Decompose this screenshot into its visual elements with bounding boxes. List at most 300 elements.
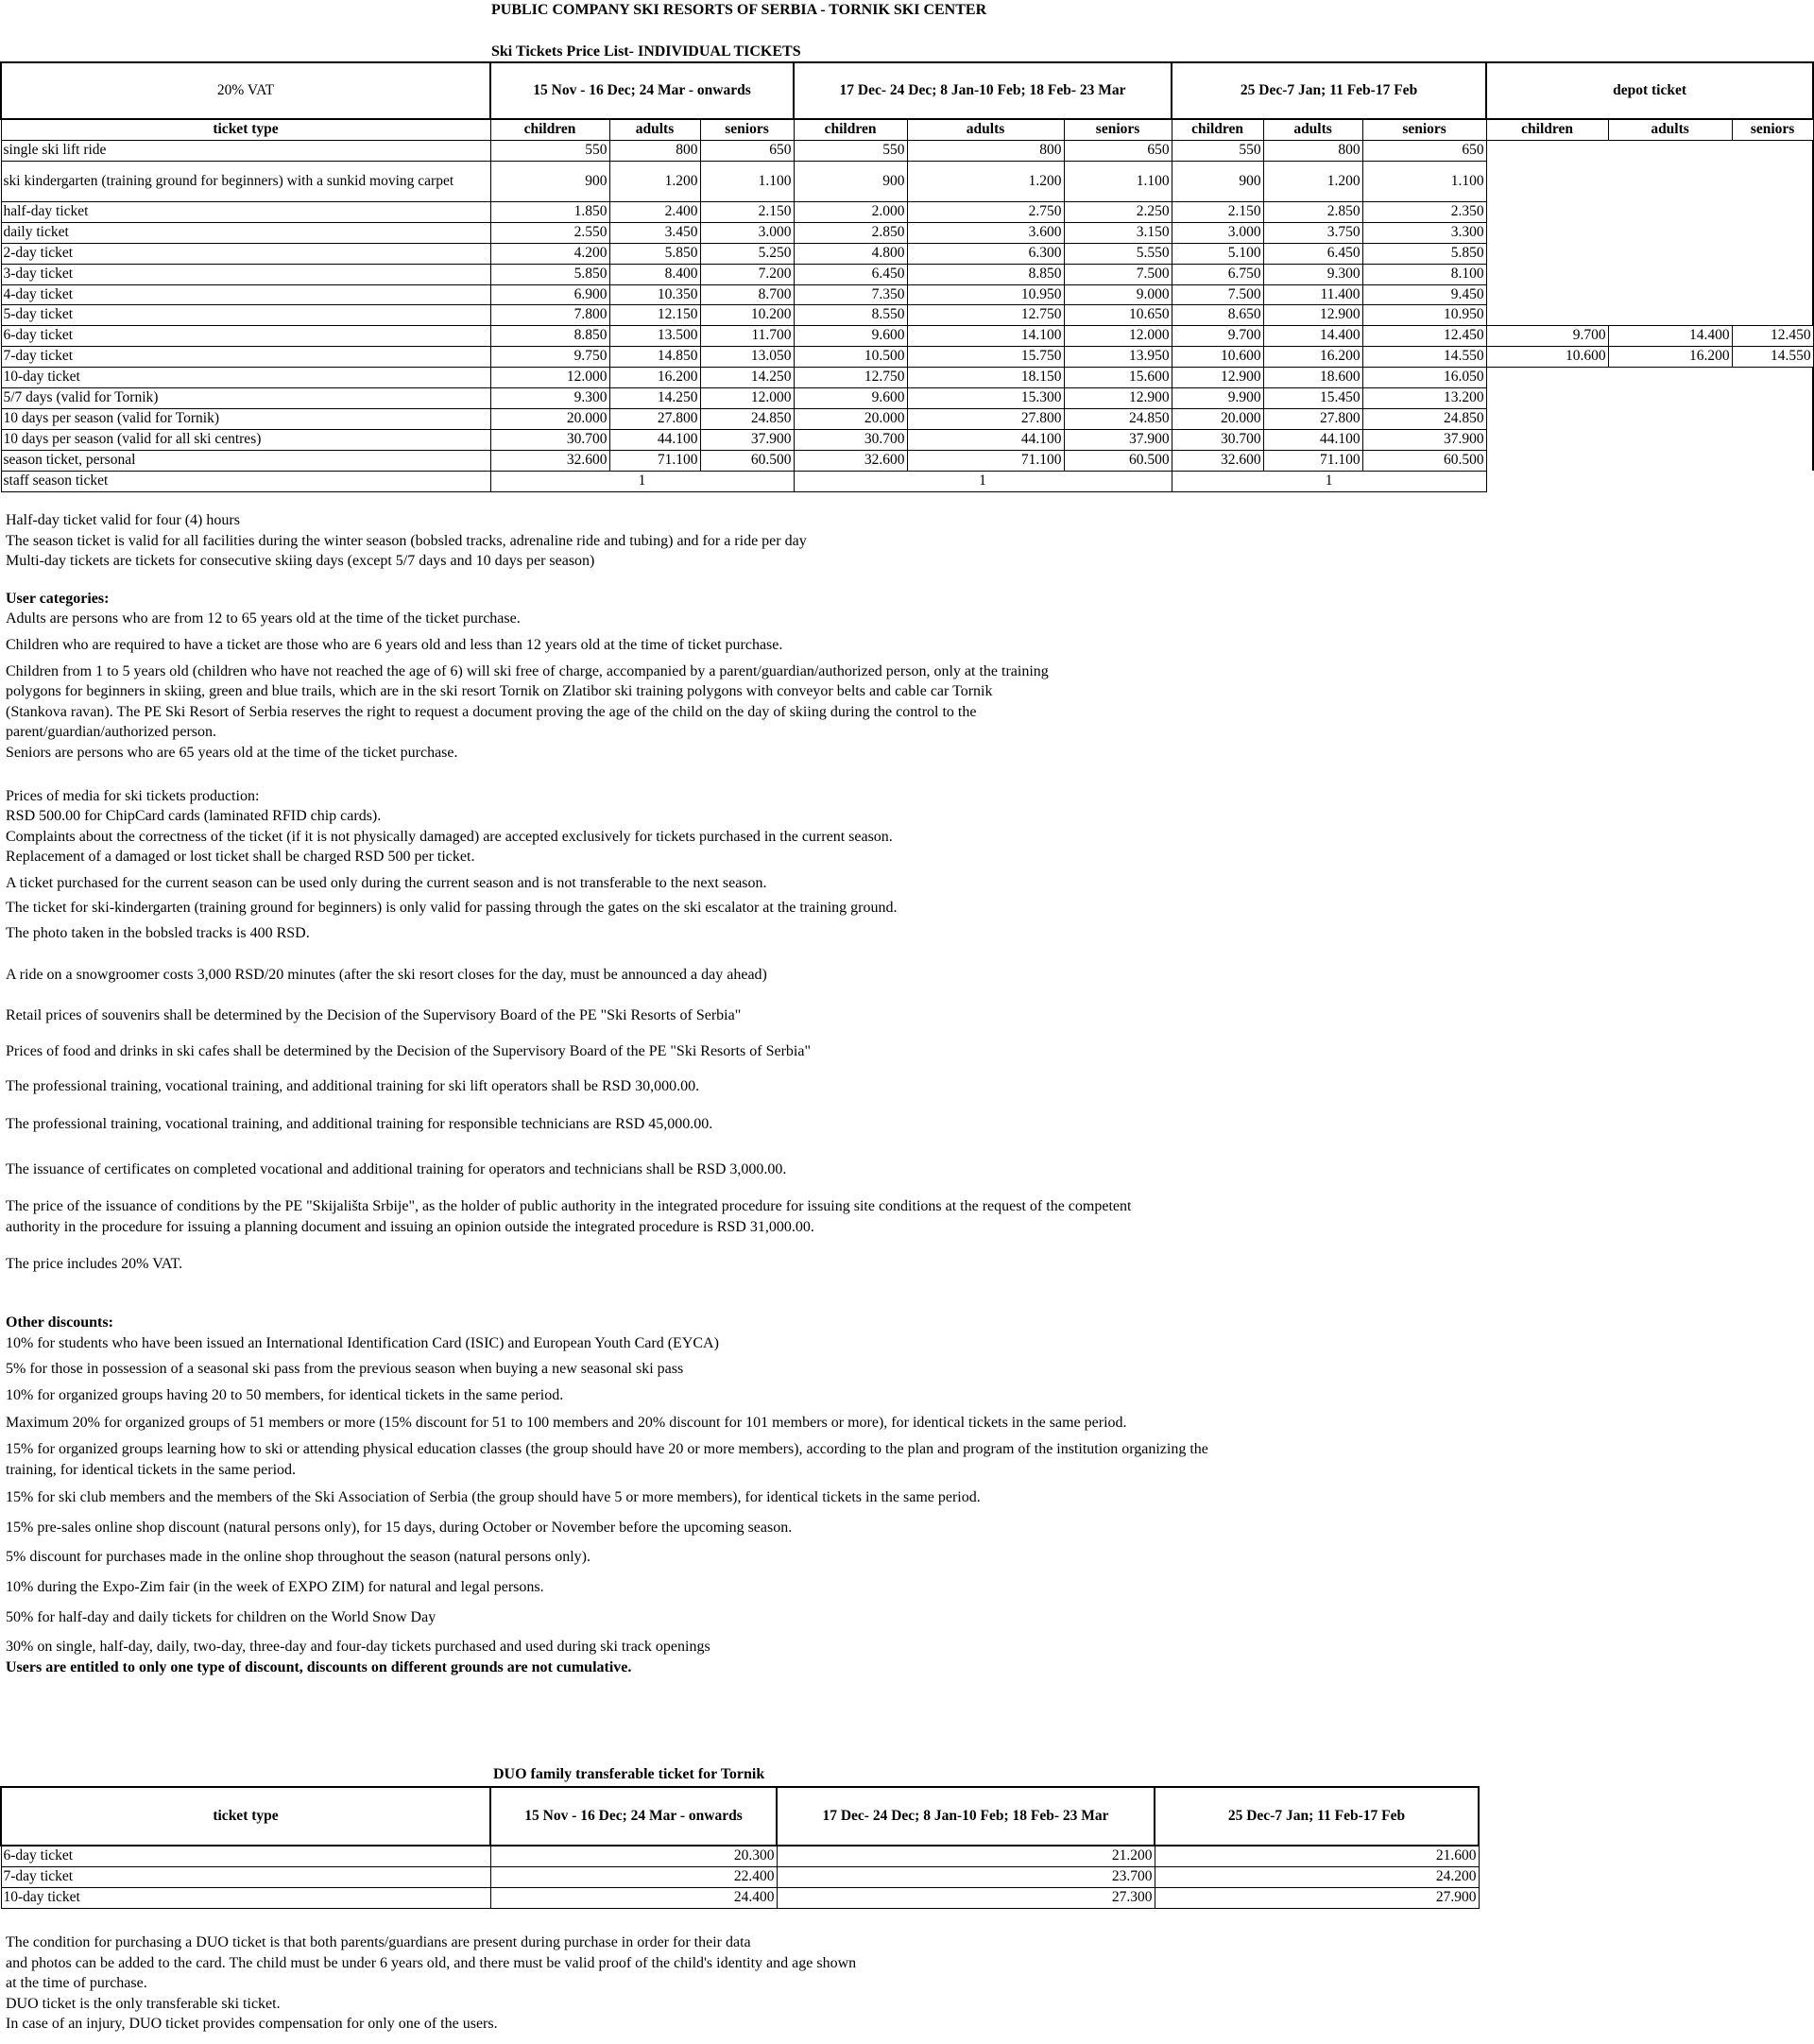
category-header-adults: adults [609,119,700,140]
price-cell: 12.750 [794,368,907,388]
price-cell: 20.000 [490,409,609,430]
price-cell: 12.150 [609,305,700,326]
training-technicians-note: The professional training, vocational training, and additional training for responsible technicians are RSD 45,000.00. [6,1116,713,1133]
price-cell: 14.250 [700,368,794,388]
price-cell: 11.400 [1263,284,1362,305]
empty-cell [1486,243,1608,264]
ticket-name: 7-day ticket [1,1867,490,1888]
note-line: The season ticket is valid for all facilities during the winter season (bobsled tracks, adrenaline ride and tubing) and for a ride per day [6,532,807,549]
price-cell: 32.600 [794,450,907,471]
empty-cell [1486,450,1608,471]
price-cell: 650 [700,140,794,161]
table-row [1,305,1813,326]
table-row [1,326,1813,347]
price-cell: 9.600 [794,326,907,347]
price-cell: 13.950 [1064,347,1172,368]
price-cell: 7.800 [490,305,609,326]
category-header-adults: adults [907,119,1064,140]
empty-cell [1608,305,1732,326]
seniors-note: Seniors are persons who are 65 years old at the time of the ticket purchase. [6,744,458,761]
ticket-name: 10 days per season (valid for all ski centres) [1,429,490,450]
depot-price-cell: 14.400 [1608,326,1732,347]
price-cell: 6.300 [907,243,1064,264]
food-note: Prices of food and drinks in ski cafes shall be determined by the Decision of the Supervisory Board of the PE "Ski Resorts of Serbia" [6,1042,812,1059]
price-cell: 12.900 [1172,368,1263,388]
price-cell: 12.750 [907,305,1064,326]
depot-price-cell: 14.550 [1732,347,1813,368]
category-header-seniors: seniors [1732,119,1813,140]
price-cell: 21.200 [777,1846,1155,1867]
price-cell: 27.800 [907,409,1064,430]
depot-price-cell: 9.700 [1486,326,1608,347]
table-row [1,222,1813,243]
staff-value: 1 [794,471,1172,491]
price-cell: 8.650 [1172,305,1263,326]
empty-cell [1732,388,1813,409]
price-cell: 10.500 [794,347,907,368]
price-cell: 2.150 [700,201,794,222]
price-cell: 550 [794,140,907,161]
ticket-name: 7-day ticket [1,347,490,368]
category-header-children: children [1172,119,1263,140]
price-cell: 18.150 [907,368,1064,388]
price-cell: 3.750 [1263,222,1362,243]
price-cell: 900 [1172,161,1263,201]
price-cell: 2.850 [794,222,907,243]
media-price: RSD 500.00 for ChipCard cards (laminated RFID chip cards). [6,808,382,825]
table-row [1,409,1813,430]
discount-item: 15% for organized groups learning how to ski or attending physical education classes (the group should have 20 or more members), according to the plan and program of the institution organizing the [6,1441,1208,1457]
duo-notes [6,1932,1045,2035]
price-cell: 2.250 [1064,201,1172,222]
price-cell: 12.900 [1064,388,1172,409]
price-cell: 8.700 [700,284,794,305]
certificates-note: The issuance of certificates on completed vocational and additional training for operators and technicians shall be RSD 3,000.00. [6,1160,787,1177]
ticket-name: staff season ticket [1,471,490,491]
media-heading: Prices of media for ski tickets production: [6,787,260,804]
price-cell: 4.800 [794,243,907,264]
price-cell: 30.700 [794,429,907,450]
price-cell: 8.850 [490,326,609,347]
duo-note-line: DUO ticket is the only transferable ski ticket. [6,1995,281,2012]
ticket-name: 10-day ticket [1,368,490,388]
depot-price-cell: 10.600 [1486,347,1608,368]
price-cell: 71.100 [609,450,700,471]
price-cell: 10.350 [609,284,700,305]
season-transfer-note: A ticket purchased for the current season can be used only during the current season and is not transferable to the next season. [6,874,767,891]
period-2-header: 17 Dec- 24 Dec; 8 Jan-10 Feb; 18 Feb- 23 Mar [794,62,1172,119]
price-cell: 15.750 [907,347,1064,368]
price-cell: 2.550 [490,222,609,243]
empty-cell [1608,450,1732,471]
price-cell: 2.350 [1362,201,1486,222]
photo-note: The photo taken in the bobsled tracks is 400 RSD. [6,925,310,942]
category-header-seniors: seniors [1064,119,1172,140]
price-cell: 900 [490,161,609,201]
category-header-seniors: seniors [700,119,794,140]
price-cell: 800 [1263,140,1362,161]
document-title: PUBLIC COMPANY SKI RESORTS OF SERBIA - TORNIK SKI CENTER [491,2,987,18]
staff-row [1,471,1813,491]
ticket-name: 2-day ticket [1,243,490,264]
price-cell: 23.700 [777,1867,1155,1888]
price-cell: 9.900 [1172,388,1263,409]
price-cell: 7.200 [700,264,794,284]
price-cell: 14.400 [1263,326,1362,347]
price-cell: 27.900 [1155,1888,1479,1909]
price-cell: 16.050 [1362,368,1486,388]
price-cell: 3.450 [609,222,700,243]
price-cell: 1.200 [1263,161,1362,201]
empty-cell [1486,368,1608,388]
duo-row [1,1888,1479,1909]
table-row [1,284,1813,305]
empty-cell [1486,409,1608,430]
category-header-adults: adults [1608,119,1732,140]
price-cell: 5.850 [1362,243,1486,264]
price-cell: 20.300 [490,1846,777,1867]
table-row [1,201,1813,222]
table-row [1,140,1813,161]
price-cell: 12.450 [1362,326,1486,347]
not-cumulative-note: Users are entitled to only one type of discount, discounts on different grounds are not cumulative. [6,1658,632,1675]
empty-cell [1732,305,1813,326]
duo-tickets-table [0,1786,1480,1909]
discount-item: 30% on single, half-day, daily, two-day, three-day and four-day tickets purchased and used during ski track openings [6,1639,710,1656]
snowgroomer-note: A ride on a snowgroomer costs 3,000 RSD/20 minutes (after the ski resort closes for the day, must be announced a day ahead) [6,966,767,983]
empty-cell [1608,429,1732,450]
price-cell: 9.000 [1064,284,1172,305]
duo-row [1,1867,1479,1888]
price-cell: 550 [1172,140,1263,161]
duo-period-2-header: 17 Dec- 24 Dec; 8 Jan-10 Feb; 18 Feb- 23 Mar [777,1787,1155,1846]
price-cell: 37.900 [1064,429,1172,450]
ticket-name: 6-day ticket [1,326,490,347]
discount-item: training, for identical tickets in the same period. [6,1461,297,1478]
price-cell: 13.200 [1362,388,1486,409]
table-row [1,450,1813,471]
duo-row [1,1846,1479,1867]
price-cell: 1.850 [490,201,609,222]
category-header-seniors: seniors [1362,119,1486,140]
empty-cell [1608,388,1732,409]
price-cell: 7.500 [1064,264,1172,284]
staff-value: 1 [1172,471,1486,491]
price-cell: 13.500 [609,326,700,347]
table-row [1,264,1813,284]
vat-included-note: The price includes 20% VAT. [6,1256,183,1273]
note-line: Half-day ticket valid for four (4) hours [6,512,240,528]
empty-cell [1486,140,1608,161]
ticket-name: 5/7 days (valid for Tornik) [1,388,490,409]
empty-cell [1732,161,1813,201]
price-cell: 10.650 [1064,305,1172,326]
category-header-adults: adults [1263,119,1362,140]
empty-cell [1486,201,1608,222]
price-cell: 20.000 [794,409,907,430]
price-cell: 4.200 [490,243,609,264]
duo-note-line: at the time of purchase. [6,1975,147,1992]
note-line: Multi-day tickets are tickets for consecutive skiing days (except 5/7 days and 10 days per season) [6,553,595,570]
empty-cell [1608,368,1732,388]
depot-price-cell: 16.200 [1608,347,1732,368]
price-cell: 1.100 [1362,161,1486,201]
discount-item: 15% pre-sales online shop discount (natural persons only), for 15 days, during October or November before the upcoming season. [6,1519,793,1536]
price-cell: 650 [1362,140,1486,161]
price-cell: 3.000 [700,222,794,243]
price-cell: 1.100 [1064,161,1172,201]
duo-period-3-header: 25 Dec-7 Jan; 11 Feb-17 Feb [1155,1787,1479,1846]
discounts-heading: Other discounts: [6,1314,113,1331]
price-cell: 30.700 [1172,429,1263,450]
price-cell: 44.100 [907,429,1064,450]
empty-cell [1732,243,1813,264]
empty-cell [1608,284,1732,305]
complaints-note: Complaints about the correctness of the ticket (if it is not physically damaged) are accepted exclusively for tickets purchased in the current season. [6,828,893,845]
price-cell: 18.600 [1263,368,1362,388]
kindergarten-note: The ticket for ski-kindergarten (training ground for beginners) is only valid for passing through the gates on the ski escalator at the training ground. [6,899,898,916]
souvenirs-note: Retail prices of souvenirs shall be determined by the Decision of the Supervisory Board of the PE "Ski Resorts of Serbia" [6,1007,742,1024]
vat-label: 20% VAT [1,62,490,119]
price-cell: 3.000 [1172,222,1263,243]
price-cell: 8.100 [1362,264,1486,284]
price-cell: 27.800 [1263,409,1362,430]
price-cell: 2.850 [1263,201,1362,222]
discount-item: Maximum 20% for organized groups of 51 members or more (15% discount for 51 to 100 members and 20% discount for 101 members or more), for identical tickets in the same period. [6,1415,1127,1432]
price-cell: 44.100 [609,429,700,450]
price-cell: 3.300 [1362,222,1486,243]
discount-item: 5% for those in possession of a seasonal ski pass from the previous season when buying a new seasonal ski pass [6,1361,684,1378]
price-cell: 10.600 [1172,347,1263,368]
price-cell: 12.900 [1263,305,1362,326]
notes-section [6,510,1423,1677]
price-cell: 2.400 [609,201,700,222]
table-row [1,243,1813,264]
period-1-header: 15 Nov - 16 Dec; 24 Mar - onwards [490,62,794,119]
empty-cell [1732,284,1813,305]
discount-item: 10% for students who have been issued an International Identification Card (ISIC) and European Youth Card (EYCA) [6,1334,719,1351]
price-cell: 800 [907,140,1064,161]
price-cell: 37.900 [700,429,794,450]
empty-cell [1608,409,1732,430]
duo-header-row [1,1787,1479,1846]
price-cell: 12.000 [490,368,609,388]
ticket-name: 6-day ticket [1,1846,490,1867]
price-cell: 12.000 [1064,326,1172,347]
price-cell: 9.300 [490,388,609,409]
empty-cell [1486,388,1608,409]
discount-item: 10% for organized groups having 20 to 50 members, for identical tickets in the same period. [6,1386,564,1403]
price-cell: 6.450 [794,264,907,284]
price-cell: 5.850 [490,264,609,284]
price-cell: 5.550 [1064,243,1172,264]
price-cell: 21.600 [1155,1846,1479,1867]
price-cell: 24.200 [1155,1867,1479,1888]
ticket-name: daily ticket [1,222,490,243]
duo-title: DUO family transferable ticket for Tornik [493,1766,765,1782]
category-header-children: children [794,119,907,140]
empty-cell [1732,368,1813,388]
price-cell: 60.500 [1064,450,1172,471]
price-cell: 10.200 [700,305,794,326]
price-cell: 27.800 [609,409,700,430]
empty-cell [1486,264,1608,284]
staff-value: 1 [490,471,794,491]
price-cell: 32.600 [1172,450,1263,471]
empty-cell [1486,305,1608,326]
ticket-name: ski kindergarten (training ground for beginners) with a sunkid moving carpet [1,161,490,201]
empty-cell [1732,450,1813,471]
price-cell: 900 [794,161,907,201]
period-header-row [1,62,1813,119]
price-cell: 14.250 [609,388,700,409]
individual-tickets-table [0,61,1814,492]
price-cell: 30.700 [490,429,609,450]
price-cell: 20.000 [1172,409,1263,430]
children-note: Children who are required to have a ticket are those who are 6 years old and less than 12 years old at the time of ticket purchase. [6,636,783,653]
price-cell: 650 [1064,140,1172,161]
duo-period-1-header: 15 Nov - 16 Dec; 24 Mar - onwards [490,1787,777,1846]
duo-note-line: and photos can be added to the card. The child must be under 6 years old, and there must be valid proof of the child's identity and age shown [6,1954,857,1971]
training-operators-note: The professional training, vocational training, and additional training for ski lift operators shall be RSD 30,000.00. [6,1078,700,1095]
depot-ticket-header: depot ticket [1486,62,1813,119]
duo-ticket-type-header: ticket type [1,1787,490,1846]
depot-price-cell: 12.450 [1732,326,1813,347]
discount-item: 15% for ski club members and the members of the Ski Association of Serbia (the group should have 5 or more members), for identical tickets in the same period. [6,1489,981,1506]
adults-note: Adults are persons who are from 12 to 65 years old at the time of the ticket purchase. [6,610,521,627]
price-cell: 12.000 [700,388,794,409]
duo-note-line: The condition for purchasing a DUO ticket is that both parents/guardians are present during purchase in order for their data [6,1934,751,1950]
price-cell: 10.950 [1362,305,1486,326]
ticket-name: 10-day ticket [1,1888,490,1909]
price-cell: 9.450 [1362,284,1486,305]
empty-cell [1486,429,1608,450]
children-free-line: Children from 1 to 5 years old (children who have not reached the age of 6) will ski free of charge, accompanied by a parent/guardian/authorized person, only at the training [6,662,1049,679]
price-cell: 2.750 [907,201,1064,222]
price-cell: 71.100 [1263,450,1362,471]
empty-cell [1608,201,1732,222]
price-cell: 9.300 [1263,264,1362,284]
ticket-name: 4-day ticket [1,284,490,305]
table-row [1,347,1813,368]
user-categories-heading: User categories: [6,590,110,607]
price-cell: 8.400 [609,264,700,284]
price-cell: 15.600 [1064,368,1172,388]
ticket-name: season ticket, personal [1,450,490,471]
price-cell: 60.500 [1362,450,1486,471]
empty-cell [1486,222,1608,243]
price-cell: 800 [609,140,700,161]
ticket-name: half-day ticket [1,201,490,222]
price-cell: 7.350 [794,284,907,305]
ticket-name: 10 days per season (valid for Tornik) [1,409,490,430]
price-cell: 24.850 [1064,409,1172,430]
empty-cell [1732,429,1813,450]
price-cell: 10.950 [907,284,1064,305]
empty-cell [1608,264,1732,284]
price-cell: 1.200 [609,161,700,201]
price-cell: 5.850 [609,243,700,264]
ticket-name: 3-day ticket [1,264,490,284]
ticket-name: 5-day ticket [1,305,490,326]
category-header-row [1,119,1813,140]
table-row [1,368,1813,388]
price-cell: 32.600 [490,450,609,471]
children-free-line: polygons for beginners in skiing, green and blue trails, which are in the ski resort Tornik on Zlatibor ski training polygons with conveyor belts and cable car Tornik [6,683,993,700]
empty-cell [1486,284,1608,305]
price-cell: 9.700 [1172,326,1263,347]
price-cell: 22.400 [490,1867,777,1888]
price-cell: 9.600 [794,388,907,409]
price-cell: 1.200 [907,161,1064,201]
price-cell: 13.050 [700,347,794,368]
empty-cell [1608,161,1732,201]
price-cell: 3.600 [907,222,1064,243]
price-cell: 2.000 [794,201,907,222]
price-cell: 14.100 [907,326,1064,347]
price-cell: 16.200 [1263,347,1362,368]
period-3-header: 25 Dec-7 Jan; 11 Feb-17 Feb [1172,62,1486,119]
price-cell: 27.300 [777,1888,1155,1909]
price-cell: 15.450 [1263,388,1362,409]
empty-cell [1608,140,1732,161]
price-cell: 550 [490,140,609,161]
price-cell: 1.100 [700,161,794,201]
discount-item: 10% during the Expo-Zim fair (in the week of EXPO ZIM) for natural and legal persons. [6,1578,544,1595]
empty-cell [1732,222,1813,243]
price-cell: 14.850 [609,347,700,368]
price-list-subtitle: Ski Tickets Price List- INDIVIDUAL TICKETS [491,43,801,60]
empty-cell [1608,243,1732,264]
empty-cell [1732,140,1813,161]
price-cell: 24.400 [490,1888,777,1909]
duo-note-line: In case of an injury, DUO ticket provides compensation for only one of the users. [6,2016,498,2033]
price-cell: 7.500 [1172,284,1263,305]
table-row [1,429,1813,450]
empty-cell [1732,201,1813,222]
price-cell: 14.550 [1362,347,1486,368]
price-cell: 6.750 [1172,264,1263,284]
empty-cell [1486,161,1608,201]
price-cell: 9.750 [490,347,609,368]
discount-item: 50% for half-day and daily tickets for children on the World Snow Day [6,1608,436,1625]
conditions-line: The price of the issuance of conditions by the PE "Skijališta Srbije", as the holder of public authority in the integrated procedure for issuing site conditions at the request of the competent [6,1198,1132,1215]
price-cell: 8.550 [794,305,907,326]
price-cell: 5.100 [1172,243,1263,264]
price-cell: 6.450 [1263,243,1362,264]
discount-item: 5% discount for purchases made in the online shop throughout the season (natural persons only). [6,1549,590,1566]
price-cell: 16.200 [609,368,700,388]
price-cell: 60.500 [700,450,794,471]
children-free-line: parent/guardian/authorized person. [6,724,217,741]
price-cell: 3.150 [1064,222,1172,243]
ticket-type-header: ticket type [1,119,490,140]
category-header-children: children [1486,119,1608,140]
price-cell: 15.300 [907,388,1064,409]
replacement-note: Replacement of a damaged or lost ticket shall be charged RSD 500 per ticket. [6,849,475,866]
empty-cell [1732,409,1813,430]
price-cell: 24.850 [1362,409,1486,430]
price-cell: 2.150 [1172,201,1263,222]
price-cell: 37.900 [1362,429,1486,450]
price-cell: 8.850 [907,264,1064,284]
empty-cell [1608,222,1732,243]
table-row [1,388,1813,409]
price-cell: 11.700 [700,326,794,347]
conditions-line: authority in the procedure for issuing a planning document and issuing an opinion outside the integrated procedure is RSD 31,000.00. [6,1218,814,1235]
price-cell: 6.900 [490,284,609,305]
price-cell: 24.850 [700,409,794,430]
